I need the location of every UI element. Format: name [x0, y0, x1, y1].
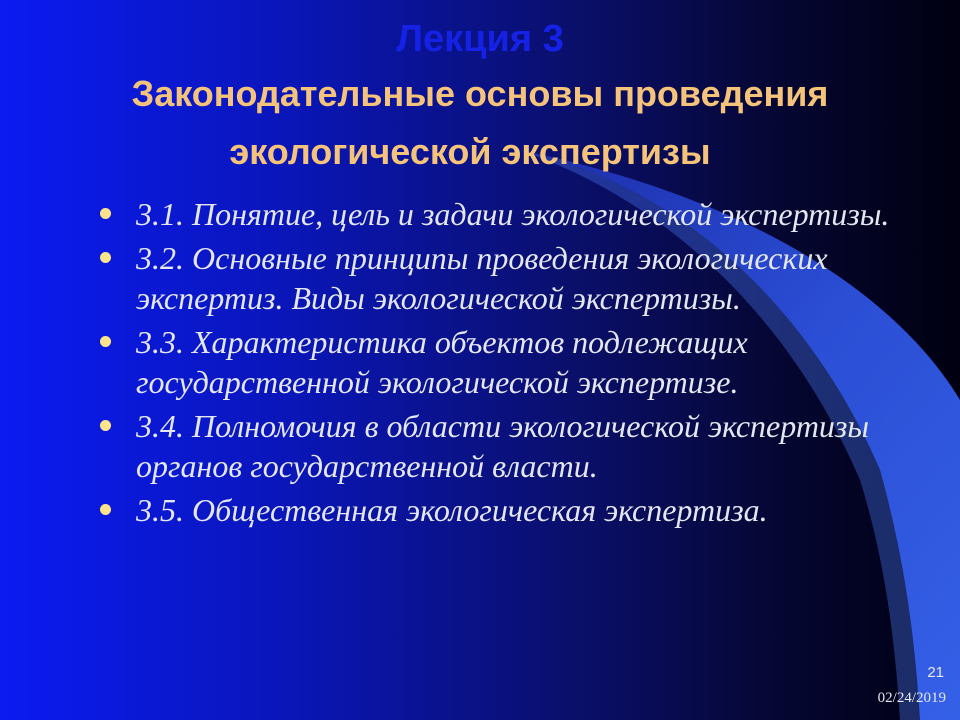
list-item	[100, 406, 900, 486]
list-item-text: 3.2. Основные принципы проведения экологических экспертиз. Виды экологической экспертизы.	[136, 240, 828, 316]
list-item	[100, 490, 900, 530]
bullet-icon	[100, 336, 111, 347]
list-item	[100, 322, 900, 402]
slide-title-line1: Законодательные основы проведения	[131, 73, 829, 114]
list-item-text: 3.5. Общественная экологическая экспертиза.	[136, 492, 768, 528]
list-item	[100, 238, 900, 318]
bullet-icon	[100, 504, 111, 515]
list-item	[100, 194, 900, 234]
bullet-icon	[100, 252, 111, 263]
bullet-icon	[100, 208, 111, 219]
slide-date: 02/24/2019	[877, 690, 946, 706]
lecture-number-title: Лекция 3	[396, 18, 564, 60]
bullet-icon	[100, 420, 111, 431]
list-item-text: 3.1. Понятие, цель и задачи экологической экспертизы.	[136, 196, 890, 232]
list-item-text: 3.4. Полномочия в области экологической экспертизы органов государственной власти.	[136, 408, 870, 484]
page-number: 21	[927, 664, 944, 681]
list-item-text: 3.3. Характеристика объектов подлежащих государственной экологической экспертизе.	[136, 324, 748, 400]
slide-title-line2: экологической экспертизы	[229, 131, 711, 172]
topics-list	[100, 194, 900, 534]
